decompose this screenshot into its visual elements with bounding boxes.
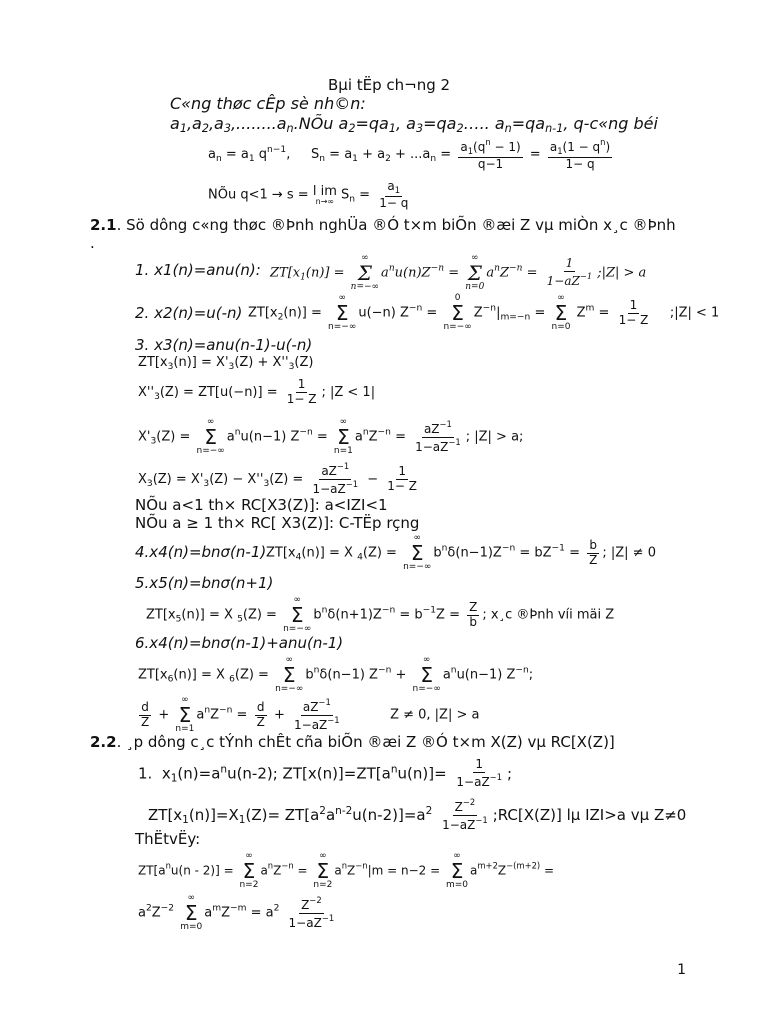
item-2-label: 2. x2(n)=u(-n) xyxy=(135,304,243,322)
item-3-line-4: $X_3(Z) = X'_3(Z) - X''_3(Z)$ = $\frac{aZ^{-1}}{1-aZ^{-1}}$ − $\frac{1}{1- Z}$ xyxy=(138,461,417,496)
section-2-1-heading: 2.1. Sö dông c«ng thøc ®Þnh nghÜa ®Ó t×m biÕn ®æi Z vµ miÒn x¸c ®Þnh xyxy=(90,216,676,234)
item-5-formula: $ZT[x_5(n)] = X$ $_5$(Z) = ∞ Σ n=−∞ $b^n\delta(n+1)Z^{-n} = b^{-1}Z$ = $\frac{Z}{b}$ ; x¸c ®Þnh víi mäi Z xyxy=(146,595,615,634)
item-3-line-3: $X'_3(Z)$ = ∞ Σ n=−∞ $a^nu(n-1) Z^{-n}$ = ∞ Σ n=1 $a^nZ^{-n}$ = $\frac{aZ^{-1}}{1-aZ^{-1}}$ ; |Z| > a; xyxy=(138,417,524,456)
subtitle: C«ng thøc cÊp sè nh©n: xyxy=(170,94,366,113)
limit-formula: NÕu q<1 → s = l im n→∞ $S_n$ = $\frac{a_1}{1- q}$ xyxy=(208,179,409,210)
sum-formula: $a_n = a_1$ $q^{n-1}$, $S_n = a_1 + a_2 + ...a_n$ = $\frac{a_1(q^n - 1)}{q-1}$ = $\frac{a_1(1 - q^n)}{1- q}$ xyxy=(208,137,611,171)
page-title: Bµi tËp ch¬ng 2 xyxy=(328,76,451,94)
item-3-line-5: NÕu a<1 th× RC[X3(Z)]: a<IZI<1 xyxy=(135,496,388,514)
item-1-label: 1. x1(n)=anu(n): xyxy=(135,261,261,279)
section-2-1-dot: . xyxy=(90,234,95,252)
section-2-2-item-1-line-3: $ZT[a^nu(n - 2)]$ = ∞ Σ n=2 $a^nZ^{-n}$ = ∞ Σ n=2 $a^nZ^{-n}|m = n-2$ = ∞ Σ m=0 $a^{m+2}Z^{-(m+2)}$ = xyxy=(138,851,555,890)
section-2-2-item-1-line-1: 1. $x_1(n)=a^nu(n-2)$; $ZT[x(n)]=ZT[a^nu(n)]=$ $\frac{1}{1-aZ^{-1}}$ ; xyxy=(138,757,513,789)
item-2-formula: $ZT[x_2(n)]$ = ∞ Σ n=−∞ u(−n) $Z^{-n}$ = 0 Σ n=−∞ $Z^{-n}|_{m=-n}$ = ∞ Σ n=0 $Z^m$ = $\frac{1}{1- Z}$ ;|Z| < 1 xyxy=(248,293,720,332)
item-6-label: 6.x4(n)=bnσ(n-1)+anu(n-1) xyxy=(135,634,344,652)
item-4-label: 4.x4(n)=bnσ(n-1) xyxy=(135,543,267,561)
item-3-line-6: NÕu a ≥ 1 th× RC[ X3(Z)]: C-TËp rçng xyxy=(135,514,420,532)
section-2-2-heading: 2.2. ¸p dông c¸c tÝnh chÊt cña biÕn ®æi Z ®Ó t×m X(Z) vµ RC[X(Z)] xyxy=(90,733,615,751)
sequence-definition: $a_1,a_2,a_3,........a_n.NÕu$ $a_2=qa_1$, $a_3=qa_2\dots$.. $a_n=qa_{n-1}$, q-c«ng béi xyxy=(170,114,658,135)
item-4-formula: $ZT[x_4(n)] = X$ $_4$(Z) = ∞ Σ n=−∞ $b^n\delta(n-1)Z^{-n} = bZ^{-1}$ = $\frac{b}{Z}$ ; |Z| ≠ 0 xyxy=(266,533,656,572)
item-1-formula: $ZT[x_1(n)]$ = ∞ Σ n=−∞ $a^nu(n)Z^{-n}$ = ∞ Σ n=0 $a^nZ^{-n}$ = $\frac{1}{1-aZ^{-1}}$ ;|Z| > a xyxy=(270,253,647,292)
item-6-line-2: $\frac{d}{Z}$ + ∞ Σ n=1 $a^nZ^{-n}$ = $\frac{d}{Z}$ + $\frac{aZ^{-1}}{1-aZ^{-1}}$ Z ≠ 0, |Z| > a xyxy=(141,695,480,734)
item-3-line-2: $X''_3(Z) = ZT[u(-n)]$ = $\frac{1}{1- Z}$ ; |Z < 1| xyxy=(138,377,376,406)
page-number: 1 xyxy=(677,962,686,978)
section-2-2-item-1-line-2: $ZT[x_1(n)]=X_1(Z)= ZT[a^2a^{n-2}u(n-2)]=a^2$ $\frac{Z^{-2}}{1-aZ^{-1}}$ ;RC[X(Z)] lµ IZI>a vµ Z≠0 xyxy=(148,797,687,832)
section-2-2-item-1-line-4: $a^2Z^{-2}$ ∞ Σ m=0 $a^mZ^{-m} = a^2$ $\frac{Z^{-2}}{1-aZ^{-1}}$ xyxy=(138,893,335,932)
item-6-line-1: $ZT[x_6(n)] = X$ $_6$(Z) = ∞ Σ n=−∞ $b^n\delta(n-1) Z^{-n}$ + ∞ Σ n=−∞ $a^nu(n-1)$ $Z^{-n}$; xyxy=(138,655,534,694)
check-label: ThËtvËy: xyxy=(135,830,201,848)
item-3-label: 3. x3(n)=anu(n-1)-u(-n) xyxy=(135,336,313,354)
item-3-line-1: $ZT[x_3(n)] = X'_3(Z) + X''_3(Z)$ xyxy=(138,355,314,372)
item-5-label: 5.x5(n)=bnσ(n+1) xyxy=(135,574,274,592)
